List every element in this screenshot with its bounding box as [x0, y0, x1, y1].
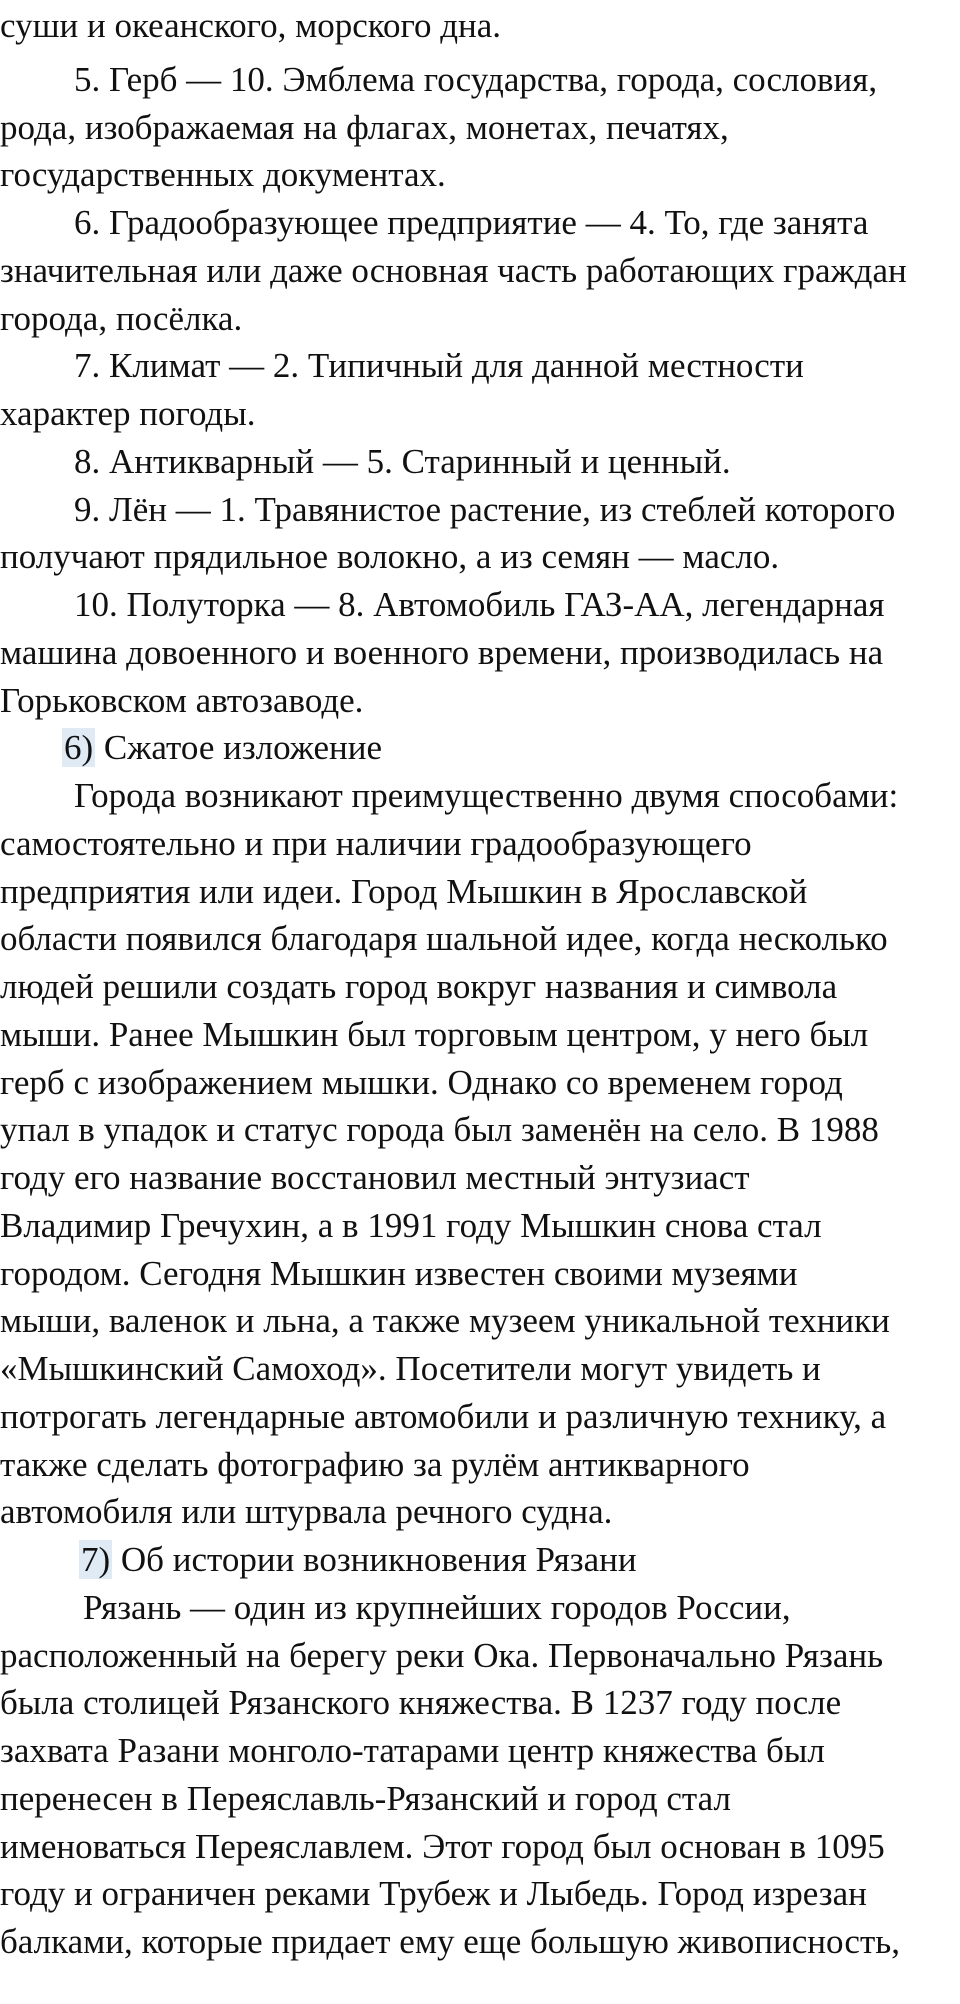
definition-item: 9. Лён — 1. Травянистое растение, из стеблей которого: [74, 490, 896, 529]
definition-item: 10. Полуторка — 8. Автомобиль ГАЗ-АА, легендарная: [74, 585, 885, 624]
text-line: суши и океанского, морского дна.: [0, 6, 502, 45]
text-line: области появился благодаря шальной идее, когда несколько: [0, 919, 888, 958]
text-line: году и ограничен реками Трубеж и Лыбедь. Город изрезан: [0, 1874, 867, 1913]
definition-item: 6. Градообразующее предприятие — 4. То, где занята: [74, 203, 869, 242]
text-line: получают прядильное волокно, а из семян — масло.: [0, 537, 780, 576]
section-heading: [81, 1536, 637, 1584]
text-line: машина довоенного и военного времени, производилась на: [0, 633, 884, 672]
text-line: захвата Разани монголо-татарами центр княжества был: [0, 1731, 825, 1770]
text-line: людей решили создать город вокруг названия и символа: [0, 967, 838, 1006]
text-line: мыши. Ранее Мышкин был торговым центром, у него был: [0, 1015, 869, 1054]
text-line: расположенный на берегу реки Ока. Первоначально Рязань: [0, 1636, 884, 1675]
text-line: была столицей Рязанского княжества. В 1237 году после: [0, 1683, 842, 1722]
text-line: именоваться Переяславлем. Этот город был основан в 1095: [0, 1827, 885, 1866]
definition-item: 8. Антикварный — 5. Старинный и ценный.: [74, 442, 731, 481]
text-line: значительная или даже основная часть работающих граждан: [0, 251, 907, 290]
text-line: балками, которые придает ему еще большую живописность,: [0, 1922, 900, 1961]
text-line: мыши, валенок и льна, а также музеем уникальной техники: [0, 1301, 890, 1340]
text-line: герб с изображением мышки. Однако со временем город: [0, 1063, 843, 1102]
text-line: государственных документах.: [0, 155, 446, 194]
section-number: 6): [64, 728, 94, 767]
text-line: также сделать фотографию за рулём антикварного: [0, 1445, 750, 1484]
section-title: Сжатое изложение: [95, 728, 383, 767]
text-line: потрогать легендарные автомобили и различную технику, а: [0, 1397, 887, 1436]
text-line: «Мышкинский Самоход». Посетители могут увидеть и: [0, 1349, 821, 1388]
text-line: автомобиля или штурвала речного судна.: [0, 1492, 613, 1531]
definition-item: 5. Герб — 10. Эмблема государства, города, сословия,: [74, 60, 878, 99]
section-title: Об истории возникновения Рязани: [112, 1540, 637, 1579]
text-line: города, посёлка.: [0, 299, 243, 338]
paragraph-line: Рязань — один из крупнейших городов России,: [83, 1588, 791, 1627]
section-heading: [64, 724, 382, 772]
text-line: рода, изображаемая на флагах, монетах, печатях,: [0, 108, 729, 147]
definition-item: 7. Климат — 2. Типичный для данной местности: [74, 346, 804, 385]
text-line: перенесен в Переяславль-Рязанский и город стал: [0, 1779, 731, 1818]
paragraph-line: Города возникают преимущественно двумя способами:: [74, 776, 899, 815]
text-line: самостоятельно и при наличии градообразующего: [0, 824, 752, 863]
text-line: предприятия или идеи. Город Мышкин в Ярославской: [0, 872, 808, 911]
text-line: году его название восстановил местный энтузиаст: [0, 1158, 750, 1197]
text-line: характер погоды.: [0, 394, 256, 433]
text-line: Горьковском автозаводе.: [0, 681, 364, 720]
section-number: 7): [81, 1540, 111, 1579]
text-line: городом. Сегодня Мышкин известен своими музеями: [0, 1254, 798, 1293]
text-line: упал в упадок и статус города был заменён на село. В 1988: [0, 1110, 879, 1149]
text-line: Владимир Гречухин, а в 1991 году Мышкин снова стал: [0, 1206, 822, 1245]
